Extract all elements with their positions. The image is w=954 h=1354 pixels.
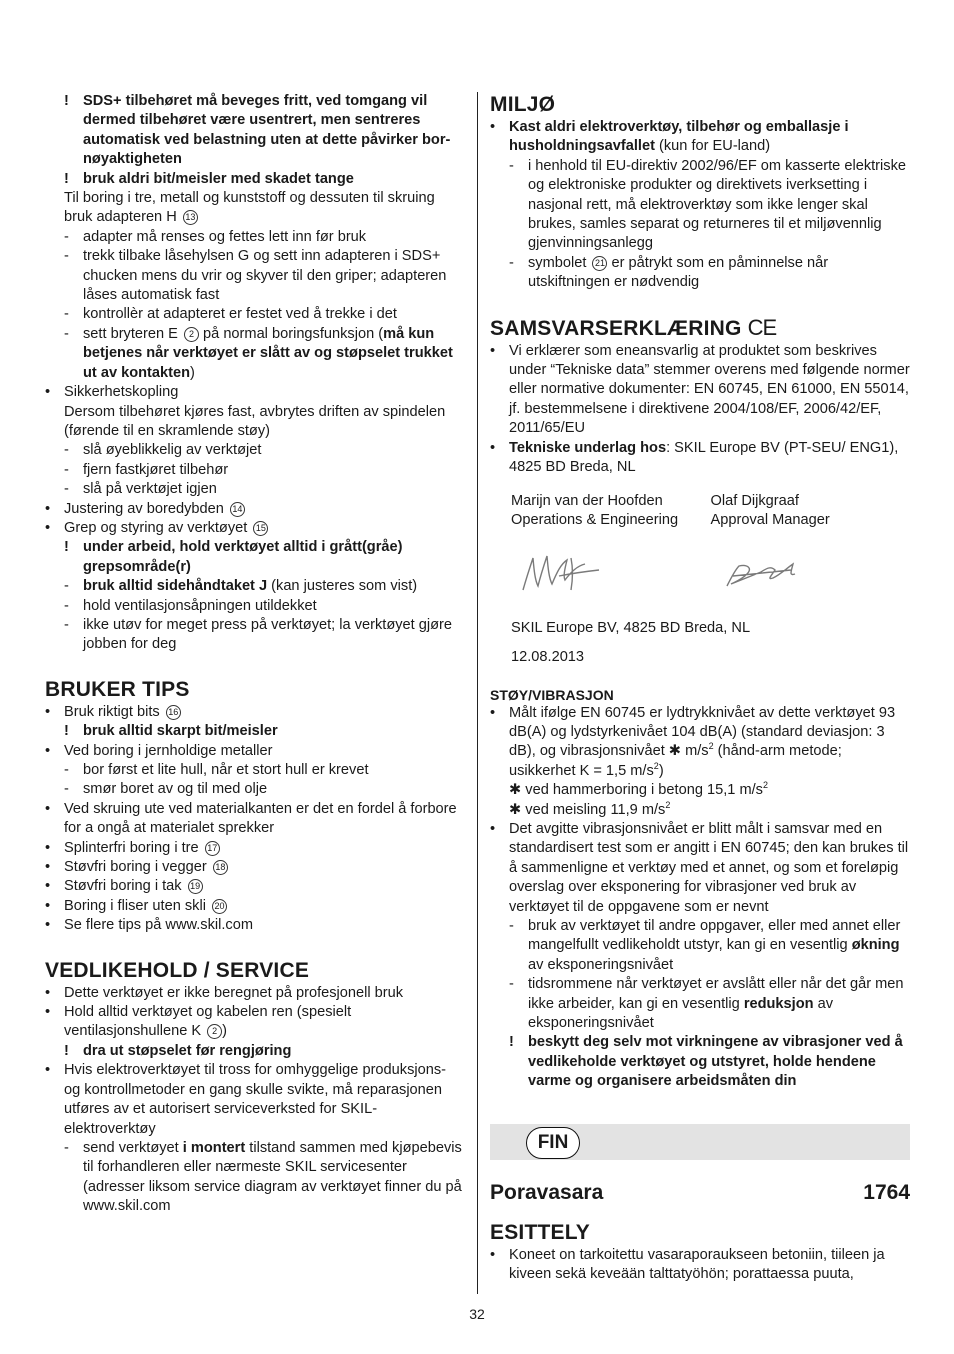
- signature-icon: [511, 546, 621, 598]
- section-heading-tips: BRUKER TIPS: [45, 677, 190, 701]
- signatory-name: Marijn van der Hoofden: [511, 492, 663, 509]
- signatory-title: Approval Manager: [710, 511, 830, 528]
- paragraph: Til boring i tre, metall og kunststoff og dessuten til skruing bruk adapteren H 13: [64, 190, 435, 226]
- signature-icon: [711, 546, 821, 598]
- page-number: 32: [469, 1306, 485, 1322]
- dash-item: - sett bryteren E 2 på normal boringsfunksjon (må kun betjenes når verktøyet er slått av og støpselet trukket ut av kontakten): [64, 325, 453, 381]
- dash-item: - kontrollèr at adapteret er festet ved å trekke i det: [64, 306, 397, 323]
- warning-item: ! SDS+ tilbehøret må beveges fritt, ved tomgang vil dermed tilbehøret være usentrert, men sentreres automatisk ved belastning uten at dette påvirker bor-nøyaktigheten: [64, 93, 451, 168]
- bullet-item: • Dette verktøyet er ikke beregnet på profesjonell bruk: [45, 984, 404, 1001]
- bullet-item: • Tekniske underlag hos: SKIL Europe BV (PT-SEU/ ENG1), 4825 BD Breda, NL: [490, 439, 899, 476]
- section-heading-esittely: ESITTELY: [490, 1220, 591, 1244]
- dash-item: - bruk av verktøyet til andre oppgaver, eller med annet eller mangelfullt vedlikeholdt utstyr, kan gi en vesentlig økning av eksponeringsnivået: [509, 918, 901, 973]
- warning-item: ! bruk aldri bit/meisler med skadet tange: [64, 170, 354, 187]
- company-address: SKIL Europe BV, 4825 BD Breda, NL: [511, 619, 751, 636]
- bullet-item: • Hold alltid verktøyet og kabelen ren (spesielt ventilasjonshullene K 2 ): [45, 1004, 352, 1040]
- bullet-item: • Det avgitte vibrasjonsnivået er blitt målt i samsvar med en standardisert test som er angitt i EN 60745; den kan brukes til å sammenligne et verktøy med et annet, og som et foreløpig overslag over eksponering for vibrasjoner ved bruk av verktøyet til de oppgavene som er nevnt: [490, 820, 909, 915]
- figure-ref: 18: [213, 860, 228, 875]
- dash-item: - symbolet 21 er påtrykt som en påminnelse når utskiftningen er nødvendig: [509, 254, 829, 291]
- bullet-item: • Sikkerhetskopling: [45, 384, 179, 401]
- product-number: 1764: [863, 1180, 910, 1204]
- bullet-item: • Se flere tips på www.skil.com: [45, 917, 253, 934]
- figure-ref: 15: [253, 521, 268, 536]
- figure-ref: 13: [183, 210, 198, 225]
- vibration-value: ✱ ved hammerboring i betong 15,1 $m/s^2$: [509, 780, 768, 799]
- figure-ref: 21: [592, 256, 607, 271]
- section-heading-samsvar: SAMSVARSERKLÆRING CE: [490, 314, 777, 340]
- signatures: [490, 492, 910, 605]
- bullet-item: • Vi erklærer som eneansvarlig at produktet som beskrives under “Tekniske data” stemmer overens med følgende normer eller normative dokumenter: EN 60745, EN 61000, EN 55014, jf. bestemmelsene i direktivene 2004/108/EF, 2006/42/EF, 2011/65/EU: [490, 342, 910, 437]
- dash-item: - bor først et lite hull, når et stort hull er krevet: [64, 762, 369, 778]
- paragraph: Dersom tilbehøret kjøres fast, avbrytes driften av spindelen (førende til en skramlende støy): [64, 403, 446, 439]
- vibration-value: ✱ ved meisling 11,9 $m/s^2$: [509, 799, 671, 818]
- bullet-item: • Hvis elektroverktøyet til tross for omhyggelige produksjons- og kontrollmetoder en gang skulle svikte, må reparasjonen utføres av et autorisert serviceverksted for SKIL-elektroverktøy: [45, 1062, 447, 1137]
- dash-item: - bruk alltid sidehåndtaket J (kan justeres som vist): [64, 578, 418, 595]
- warning-item: ! dra ut støpselet før rengjøring: [64, 1042, 292, 1059]
- bullet-item: • Målt ifølge EN 60745 er lydtrykknivået av dette verktøyet 93 dB(A) og lydstyrkenivået 104 dB(A) (standard deviasjon: 3 dB), og vibrasjonsnivået ✱ $m/s^2$ (hånd-arm metode; usikkerhet K = 1,5 $m/s^2$): [490, 704, 896, 779]
- bullet-item: • Bruk riktigt bits 16: [45, 703, 465, 722]
- dash-item: - i henhold til EU-direktiv 2002/96/EF om kasserte elektriske og elektroniske produkter og direktivets iverksetting i nasjonal rett, må elektroverktøy som ikke lenger skal brukes, samles separat og returneres til et miljøvennlig gjenvinningsanlegg: [509, 157, 906, 252]
- warning-item: ! bruk alltid skarpt bit/meisler: [64, 723, 278, 740]
- section-heading-service: VEDLIKEHOLD / SERVICE: [45, 958, 310, 982]
- bullet-item: • Grep og styring av verktøyet 15: [45, 519, 465, 538]
- dash-item: - slå på verktøjet igjen: [64, 481, 217, 498]
- right-column: [490, 92, 910, 1284]
- dash-item: - tidsrommene når verktøyet er avslått eller når det går men ikke arbeider, kan gi en vesentlig reduksjon av eksponeringsnivået: [509, 976, 904, 1032]
- bullet-item: • Støvfri boring i vegger 18: [45, 858, 465, 877]
- figure-ref: 20: [212, 899, 227, 914]
- dash-item: - send verktøyet i montert tilstand sammen med kjøpebevis til forhandleren eller nærmeste SKIL servicesenter (adresser liksom service diagram av verktøyet finner du på www.skil.com: [64, 1139, 462, 1215]
- product-name: Poravasara: [490, 1180, 604, 1204]
- language-bar: [490, 1124, 910, 1160]
- figure-ref: 14: [230, 502, 245, 517]
- signatory-1: [511, 492, 711, 605]
- dash-item: - adapter må renses og fettes lett inn før bruk: [64, 228, 367, 245]
- section-heading-miljo: MILJØ: [490, 93, 556, 116]
- section-heading-stoy: STØY/VIBRASJON: [490, 686, 614, 703]
- dash-item: - trekk tilbake låsehylsen G og sett inn adapteren i SDS+ chucken mens du vrir og skyver til den griper; adapteren låses automatisk fast: [64, 248, 447, 304]
- column-divider: [477, 92, 478, 1294]
- language-badge: FIN: [526, 1127, 580, 1159]
- figure-ref: 19: [188, 879, 203, 894]
- figure-ref: 17: [205, 841, 220, 856]
- bullet-item: • Splinterfri boring i tre 17: [45, 839, 465, 858]
- dash-item: - ikke utøv for meget press på verktøyet; la verktøyet gjøre jobben for deg: [64, 616, 453, 653]
- declaration-date: 12.08.2013: [511, 649, 585, 666]
- bullet-item: • Ved boring i jernholdige metaller: [45, 742, 273, 759]
- figure-ref: 2: [207, 1024, 222, 1039]
- left-column: [45, 92, 465, 1217]
- dash-item: - slå øyeblikkelig av verktøjet: [64, 442, 262, 459]
- bullet-item: • Justering av boredybden 14: [45, 500, 465, 519]
- figure-ref: 2: [184, 327, 199, 342]
- dash-item: - hold ventilasjonsåpningen utildekket: [64, 597, 317, 614]
- signatory-2: [711, 492, 911, 605]
- dash-item: - fjern fastkjøret tilbehør: [64, 461, 229, 478]
- signatory-name: Olaf Dijkgraaf: [710, 492, 799, 509]
- warning-item: ! beskytt deg selv mot virkningene av vibrasjoner ved å vedlikeholde verktøyet og utstyret, holde hendene varme og organisere arbeidsmåten din: [509, 1034, 903, 1090]
- bullet-item: • Boring i fliser uten skli 20: [45, 897, 465, 916]
- bullet-item: • Kast aldri elektroverktøy, tilbehør og emballasje i husholdningsavfallet (kun for EU-land): [490, 119, 849, 155]
- bullet-item: • Støvfri boring i tak 19: [45, 877, 465, 896]
- warning-item: ! under arbeid, hold verktøyet alltid i grått(gråe) grepsområde(r): [64, 539, 403, 575]
- dash-item: - smør boret av og til med olje: [64, 781, 268, 798]
- signatory-title: Operations & Engineering: [511, 511, 679, 528]
- ce-mark-icon: CE: [747, 314, 777, 340]
- product-header: [490, 1180, 910, 1206]
- bullet-item: • Koneet on tarkoitettu vasaraporaukseen betoniin, tiileen ja kiveen sekä keveään talttatyöhön; porattaessa puuta,: [490, 1246, 885, 1283]
- figure-ref: 16: [166, 705, 181, 720]
- bullet-item: • Ved skruing ute ved materialkanten er det en fordel å forbore for a ongå at materialet sprekker: [45, 800, 457, 837]
